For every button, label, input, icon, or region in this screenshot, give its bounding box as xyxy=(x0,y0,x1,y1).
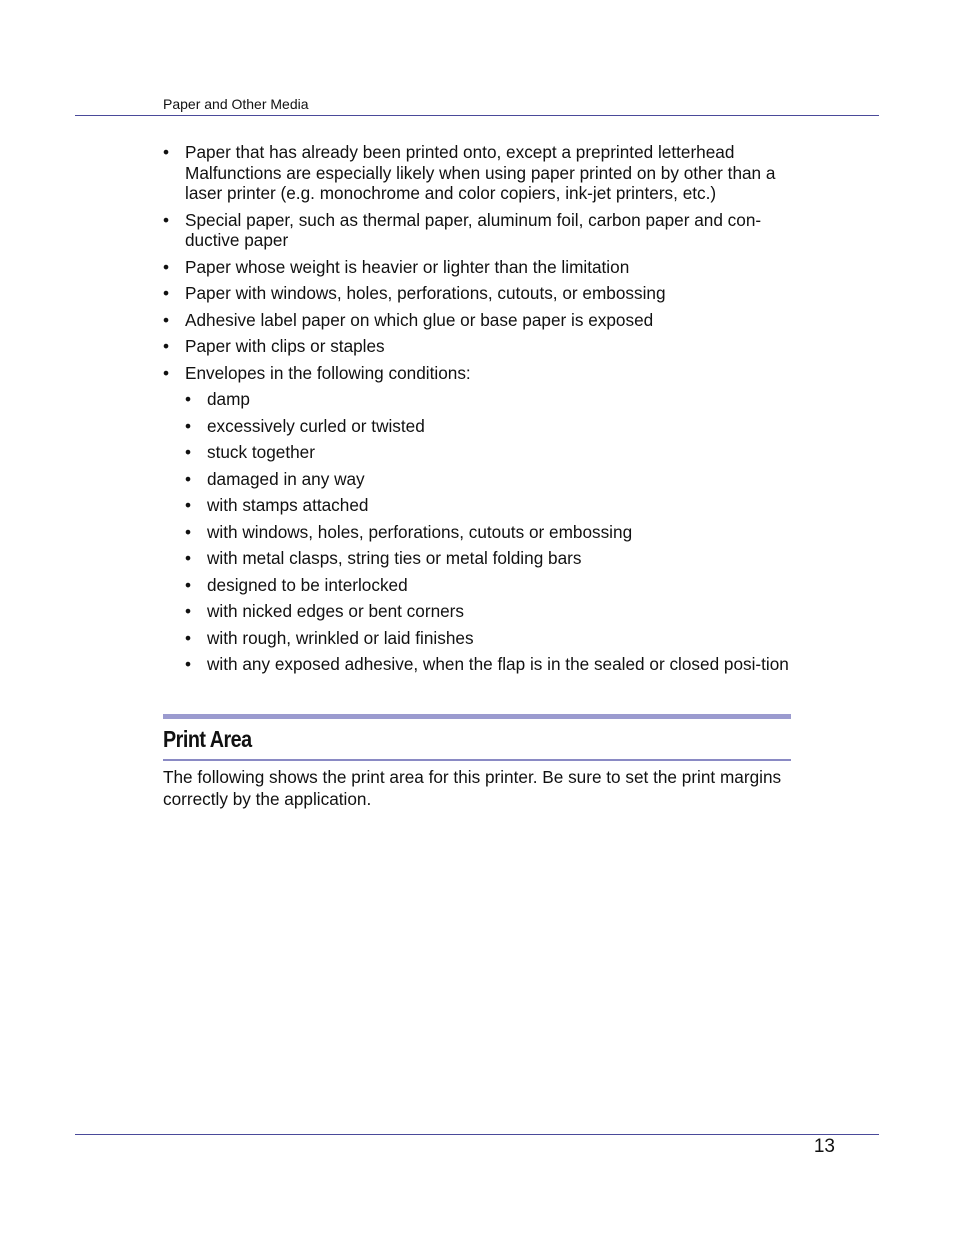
envelope-conditions-list xyxy=(185,389,793,675)
list-item-envelopes xyxy=(163,363,793,675)
sub-list-item: • with metal clasps, string ties or metal folding bars xyxy=(185,548,793,569)
sub-list-item: • with any exposed adhesive, when the flap is in the sealed or closed posi-tion xyxy=(185,654,793,675)
list-item-text: Special paper, such as thermal paper, aluminum foil, carbon paper and con-ductive paper xyxy=(185,209,762,250)
sub-list-item: • with nicked edges or bent corners xyxy=(185,601,793,622)
bullet-list xyxy=(163,142,793,681)
footer-rule xyxy=(75,1134,879,1135)
list-item-text: Adhesive label paper on which glue or base paper is exposed xyxy=(185,309,654,330)
list-item xyxy=(163,257,793,278)
list-item-text: Envelopes in the following conditions: xyxy=(185,362,471,383)
section-title: Print Area xyxy=(163,726,252,752)
page-number: 13 xyxy=(813,1136,835,1157)
section-rule-bottom xyxy=(163,759,791,761)
list-item xyxy=(163,210,793,251)
sub-list-item: • with rough, wrinkled or laid finishes xyxy=(185,628,793,649)
header-rule xyxy=(75,115,879,116)
list-item xyxy=(163,336,793,357)
list-item-text: Paper whose weight is heavier or lighter than the limitation xyxy=(185,256,630,277)
list-item-text: Paper that has already been printed onto, except a preprinted letterhead Malfunctions are especially likely when using paper printed on by other than a laser printer (e.g. monochrome and color copiers, ink-jet printers, etc.) xyxy=(185,142,776,203)
sub-list-item: • designed to be interlocked xyxy=(185,575,793,596)
sub-list-item: • excessively curled or twisted xyxy=(185,416,793,437)
list-item-text: Paper with windows, holes, perforations, cutouts, or embossing xyxy=(185,283,666,303)
list-item xyxy=(163,142,793,204)
running-header: Paper and Other Media xyxy=(163,96,309,112)
list-item xyxy=(163,310,793,331)
sub-list-item: • stuck together xyxy=(185,442,793,463)
sub-list-item: • damp xyxy=(185,389,793,410)
list-item-text: Paper with clips or staples xyxy=(185,336,385,356)
list-item xyxy=(163,283,793,304)
body-paragraph: The following shows the print area for this printer. Be sure to set the print margins correctly by the application. xyxy=(163,767,782,809)
sub-list-item: • with stamps attached xyxy=(185,495,793,516)
sub-list-item: • damaged in any way xyxy=(185,469,793,490)
section-rule-top xyxy=(163,714,791,719)
sub-list-item: • with windows, holes, perforations, cutouts or embossing xyxy=(185,522,793,543)
